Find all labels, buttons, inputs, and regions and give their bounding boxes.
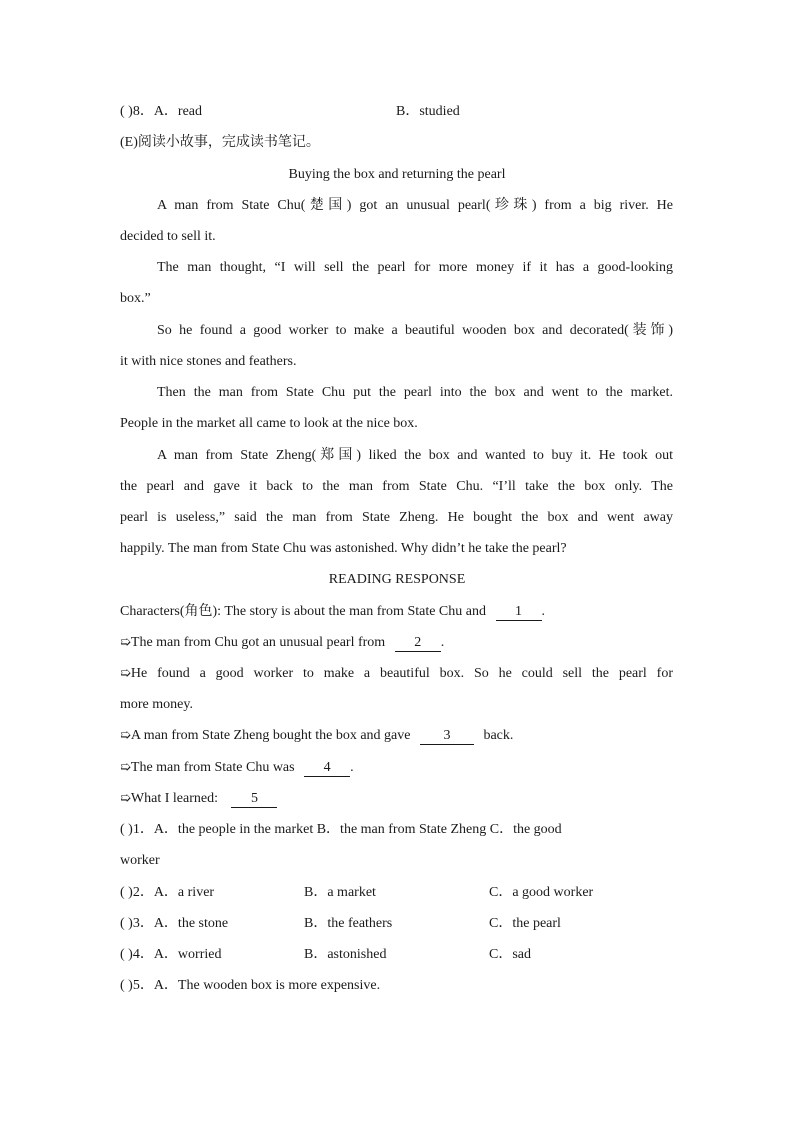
arrow-icon: ➯ [120, 728, 131, 743]
story-paragraph-5-line-4: happily. The man from State Chu was astonished. Why didn’t he take the pearl? [120, 541, 567, 556]
blank-1[interactable]: 1 [496, 604, 542, 621]
response-item-3-line-2: more money. [120, 697, 193, 712]
story-paragraph-3-line-2: it with nice stones and feathers. [120, 354, 297, 369]
story-paragraph-1-line-1: A man from State Chu(楚国) got an unusual pearl(珍珠) from a big river. He [157, 198, 673, 213]
arrow-icon: ➯ [120, 760, 131, 775]
story-paragraph-2-line-1: The man thought, “I will sell the pearl for more money if it has a good-looking [157, 260, 673, 275]
story-paragraph-4-line-1: Then the man from State Chu put the pearl into the box and went to the market. [157, 385, 673, 400]
story-paragraph-3-line-1: So he found a good worker to make a beautiful wooden box and decorated(装饰) [157, 323, 673, 338]
question-4-option-b: B．astonished [304, 947, 387, 962]
question-8-option-a: ( )8．A．read [120, 104, 203, 119]
blank-2[interactable]: 2 [395, 635, 441, 652]
response-item-5: ➯The man from State Chu was 4 . [120, 760, 354, 775]
story-paragraph-5-line-1: A man from State Zheng(郑国) liked the box and wanted to buy it. He took out [157, 448, 673, 463]
story-paragraph-5-line-3: pearl is useless,” said the man from State Zheng. He bought the box and went away [120, 510, 673, 525]
arrow-icon: ➯ [120, 791, 131, 806]
question-2-option-c: C．a good worker [489, 885, 594, 900]
question-3-option-a: ( )3．A．the stone [120, 916, 229, 931]
response-item-5-text: The man from State Chu was [130, 760, 295, 775]
question-2-option-a: ( )2．A．a river [120, 885, 215, 900]
question-1-line-1: ( )1．A．the people in the market B．the man from State Zheng C．the good [120, 822, 562, 837]
question-5-option-a: ( )5．A．The wooden box is more expensive. [120, 978, 381, 993]
blank-4[interactable]: 4 [304, 760, 350, 777]
question-4-option-a: ( )4．A．worried [120, 947, 222, 962]
response-item-6 [120, 790, 673, 808]
arrow-icon: ➯ [120, 635, 131, 650]
arrow-icon: ➯ [120, 666, 131, 681]
question-1-line-2: worker [120, 853, 160, 868]
response-characters: Characters(角色): The story is about the man from State Chu and 1 . [120, 604, 545, 619]
question-4-option-c: C．sad [489, 947, 531, 962]
response-item-2: ➯The man from Chu got an unusual pearl from 2 . [120, 635, 445, 650]
section-e-heading: (E)阅读小故事，完成读书笔记。 [120, 135, 320, 150]
question-8-option-b: B．studied [396, 104, 460, 119]
question-2-option-b: B．a market [304, 885, 376, 900]
response-item-2-text: The man from Chu got an unusual pearl from [130, 635, 386, 650]
response-characters-text: Characters(角色): The story is about the man from State Chu and [120, 604, 486, 619]
story-title: Buying the box and returning the pearl [288, 167, 506, 182]
question-3-option-b: B．the feathers [304, 916, 393, 931]
response-item-6-text: What I learned: [130, 791, 218, 806]
story-paragraph-2-line-2: box.” [120, 291, 151, 306]
reading-response-title: READING RESPONSE [328, 572, 466, 587]
response-item-3-line-1 [120, 665, 673, 683]
response-item-4-text: A man from State Zheng bought the box and gave [130, 728, 411, 743]
response-item-4 [120, 727, 673, 745]
response-item-3-text: He found a good worker to make a beautiful box. So he could sell the pearl for [130, 666, 673, 681]
blank-3[interactable]: 3 [420, 728, 474, 745]
story-paragraph-1-line-2: decided to sell it. [120, 229, 216, 244]
question-3-option-c: C．the pearl [489, 916, 561, 931]
story-paragraph-5-line-2: the pearl and gave it back to the man from State Chu. “I’ll take the box only. The [120, 479, 673, 494]
blank-5[interactable]: 5 [231, 791, 277, 808]
response-item-4-post: back. [483, 728, 514, 743]
story-paragraph-4-line-2: People in the market all came to look at the nice box. [120, 416, 418, 431]
